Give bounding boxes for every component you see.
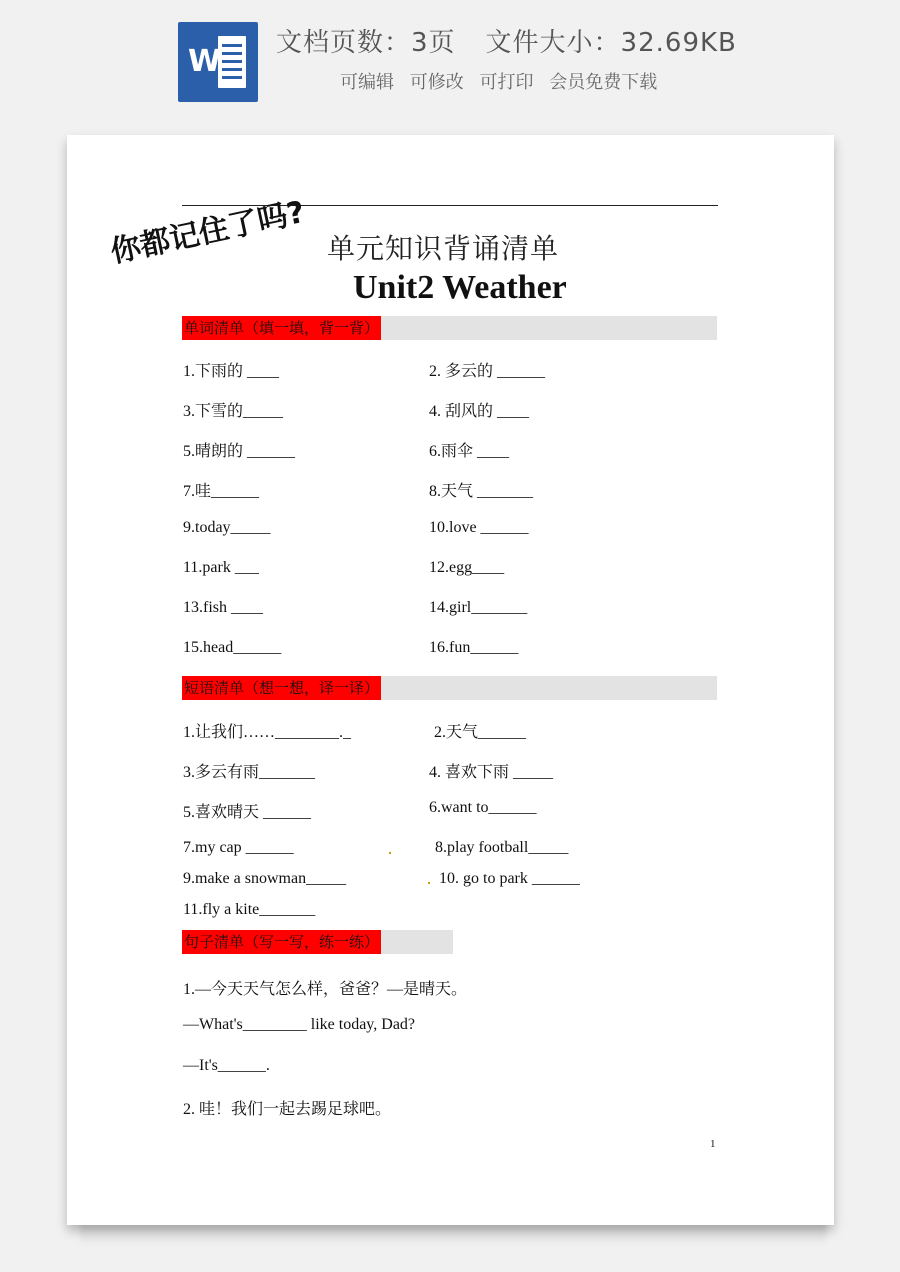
page-number: 1 [710,1138,716,1150]
word-item: 7.哇______ [183,483,260,500]
section-phrases-label: 短语清单（想一想，译一译） [182,676,381,700]
page-title-english: Unit2 Weather [353,269,567,306]
word-item: 3.下雪的_____ [183,403,284,420]
section-words-label: 单词清单（填一填，背一背） [182,316,381,340]
phrase-item: 3.多云有雨_______ [183,764,316,781]
stray-dot [389,852,391,854]
word-item: 10.love ______ [429,519,529,536]
sentence-item: 2. 哇！我们一起去踢足球吧。 [183,1101,392,1118]
phrase-item: 1.让我们……________._ [183,724,352,741]
stray-dot [428,882,430,884]
page-shadow [80,1222,826,1246]
document-info [276,22,737,59]
word-item: 1.下雨的 ____ [183,363,280,380]
document-header [0,0,900,130]
sentence-item: 1.—今天天气怎么样，爸爸？—是晴天。 [183,981,468,998]
phrase-item: 10. go to park ______ [439,870,580,887]
section-phrases-header [182,676,717,700]
word-item: 8.天气 _______ [429,483,534,500]
phrase-item: 5.喜欢晴天 ______ [183,804,312,821]
section-words-header [182,316,717,340]
phrase-item: 8.play football_____ [435,839,569,856]
word-item: 2. 多云的 ______ [429,363,546,380]
phrase-item: 4. 喜欢下雨 _____ [429,764,554,781]
sentence-item: —It's______. [183,1057,270,1074]
feature-list [340,68,657,94]
section-sentences-header [182,930,453,954]
file-size: 文件大小：32.69KB [485,28,737,58]
phrase-item: 7.my cap ______ [183,839,294,856]
page-lines-graphic [218,36,246,88]
feature-modifiable: 可修改 [409,72,464,93]
word-item: 6.雨伞 ____ [429,443,510,460]
word-item: 13.fish ____ [183,599,263,616]
word-item: 9.today_____ [183,519,271,536]
feature-free-download: 会员免费下载 [549,72,658,93]
word-item: 15.head______ [183,639,282,656]
word-item: 5.晴朗的 ______ [183,443,296,460]
feature-editable: 可编辑 [340,72,394,93]
page-count: 文档页数：3页 [276,28,456,58]
document-page [67,135,834,1225]
word-item: 12.egg____ [429,559,505,576]
slogan-text: 你都记住了吗? [107,194,308,271]
sentence-item: —What's________ like today, Dad? [183,1016,416,1033]
word-letter: W [188,44,222,79]
phrase-item: 9.make a snowman_____ [183,870,347,887]
phrase-item: 6.want to______ [429,799,537,816]
word-item: 14.girl_______ [429,599,528,616]
word-document-icon [178,22,258,102]
feature-printable: 可打印 [479,72,534,93]
phrase-item: 2.天气______ [434,724,527,741]
word-item: 4. 刮风的 ____ [429,403,530,420]
word-item: 11.park ___ [183,559,259,576]
page-title-chinese: 单元知识背诵清单 [327,232,560,265]
section-sentences-label: 句子清单（写一写，练一练） [182,930,381,954]
phrase-item: 11.fly a kite_______ [183,901,316,918]
word-item: 16.fun______ [429,639,519,656]
